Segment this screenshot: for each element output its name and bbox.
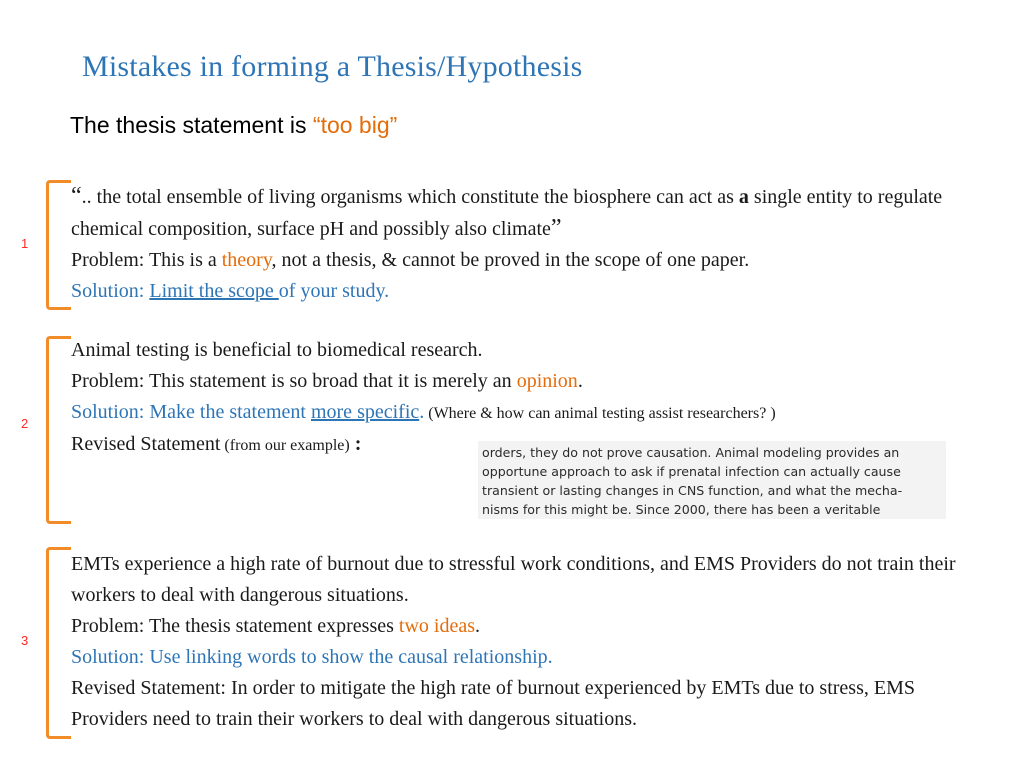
section-3-statement: EMTs experience a high rate of burnout due to stressful work conditions, and EMS Providers do not train their workers to deal with dangerous situations.	[71, 553, 956, 606]
section-1-number: 1	[21, 236, 29, 251]
statement-bold: a	[738, 186, 749, 208]
problem-highlight: two ideas	[398, 615, 475, 637]
problem-highlight: opinion	[516, 370, 578, 392]
statement-part-b: single entity to regulate chemical composition, surface pH and possibly also climate	[71, 186, 943, 240]
section-3-bracket	[46, 547, 71, 739]
revised-colon: :	[349, 433, 362, 455]
problem-prefix: Problem: The thesis statement expresses	[71, 615, 399, 637]
section-3-text	[71, 549, 996, 735]
section-2-number: 2	[21, 416, 29, 431]
solution-note: (Where & how can animal testing assist researchers? )	[424, 405, 776, 422]
section-1-solution	[71, 276, 996, 307]
excerpt-line: orders, they do not prove causation. Animal modeling provides an	[482, 445, 900, 460]
revised-note: (from our example)	[220, 437, 350, 454]
problem-suffix: , not a thesis, & cannot be proved in the scope of one paper.	[271, 249, 750, 271]
journal-excerpt-image	[478, 441, 946, 519]
subtitle-close-quote: ”	[389, 112, 398, 138]
excerpt-line: nisms for this might be. Since 2000, there has been a veritable	[482, 502, 881, 517]
solution-prefix: Solution: Make the statement	[71, 401, 311, 423]
subtitle-prefix: The thesis statement is	[70, 112, 313, 138]
section-3-revised	[71, 673, 996, 735]
section-3-problem	[71, 611, 996, 642]
problem-highlight: theory	[221, 249, 272, 271]
solution-suffix: of your study.	[278, 280, 390, 302]
section-2-problem	[71, 366, 996, 397]
revised-label: Revised Statement:	[71, 677, 226, 699]
open-quote: “	[71, 183, 82, 209]
revised-text: In order to mitigate the high rate of burnout experienced by EMTs due to stress, EMS Providers need to train their workers to deal with dangerous situations.	[71, 677, 915, 730]
close-quote: ”	[550, 215, 562, 241]
section-1-bracket	[46, 180, 71, 310]
section-3-number: 3	[21, 633, 29, 648]
excerpt-line: opportune approach to ask if prenatal infection can actually cause	[482, 464, 901, 479]
problem-suffix: .	[475, 615, 480, 637]
section-1-problem	[71, 245, 996, 276]
section-2-solution	[71, 397, 996, 429]
subtitle-highlight: too big	[320, 112, 390, 138]
slide-subtitle	[70, 112, 397, 139]
problem-prefix: Problem: This statement is so broad that it is merely an	[71, 370, 517, 392]
solution-link[interactable]: Limit the scope	[149, 280, 279, 302]
section-1-statement	[71, 181, 996, 245]
section-2-statement: Animal testing is beneficial to biomedical research.	[71, 339, 483, 361]
excerpt-line: transient or lasting changes in CNS function, and what the mecha-	[482, 483, 903, 498]
problem-prefix: Problem: This is a	[71, 249, 222, 271]
slide-title: Mistakes in forming a Thesis/Hypothesis	[82, 50, 583, 83]
solution-link[interactable]: more specific	[310, 401, 420, 423]
section-1-text	[71, 181, 996, 307]
section-3-solution: Solution: Use linking words to show the causal relationship.	[71, 646, 553, 668]
statement-part-a: .. the total ensemble of living organisms which constitute the biosphere can act as	[81, 186, 739, 208]
section-2-bracket	[46, 336, 71, 524]
problem-suffix: .	[577, 370, 583, 392]
revised-label: Revised Statement	[71, 433, 221, 455]
solution-prefix: Solution:	[71, 280, 150, 302]
solution-suffix: .	[419, 401, 425, 423]
subtitle-open-quote: “	[312, 112, 321, 138]
